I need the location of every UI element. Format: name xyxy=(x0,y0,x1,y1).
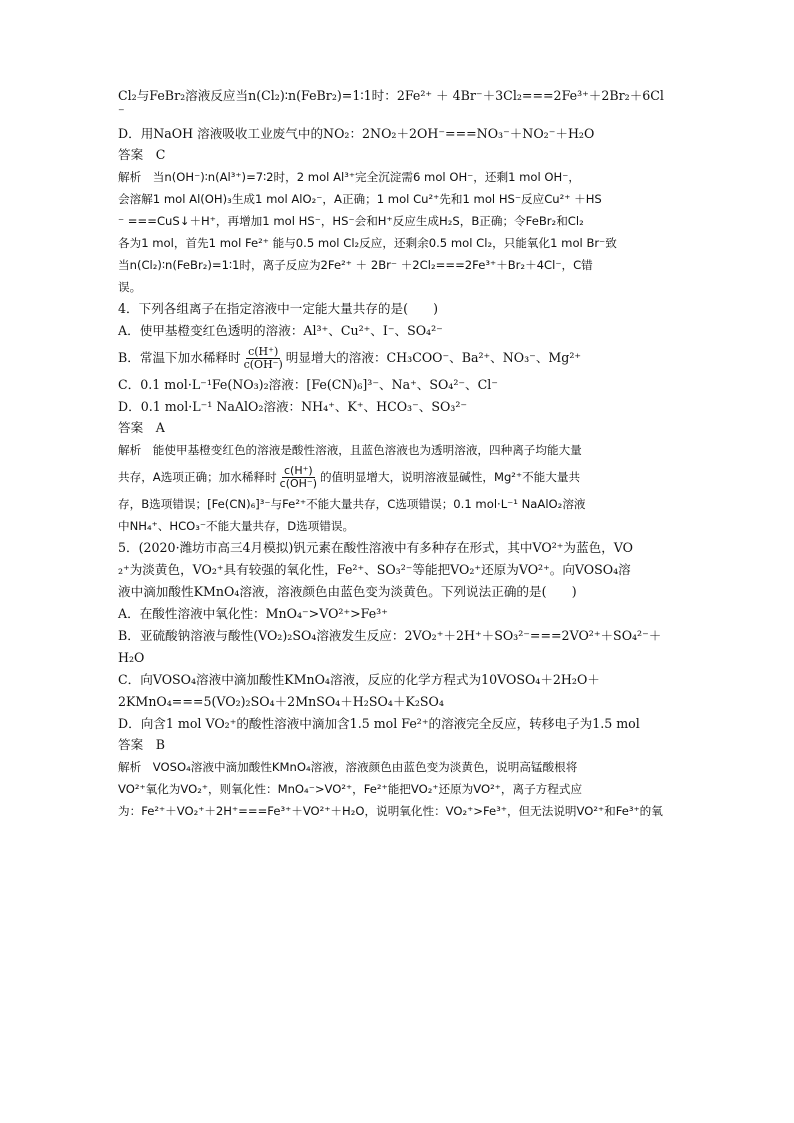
option-d-line: D．向含1 mol VO₂⁺的酸性溶液中滴加含1.5 mol Fe²⁺的溶液完全反应，转移电子为1.5 mol xyxy=(118,716,640,731)
explanation-line: ⁻ ===CuS↓＋H⁺，再增加1 mol HS⁻，HS⁻会和H⁺反应生成H₂S，B正确；令FeBr₂和Cl₂ xyxy=(118,214,584,228)
explanation-line: 解析 能使甲基橙变红色的溶液是酸性溶液，且蓝色溶液也为透明溶液，四种离子均能大量 xyxy=(118,443,582,457)
fraction-numerator: c(H⁺) xyxy=(283,463,313,477)
explanation-fraction-line xyxy=(118,464,678,490)
fraction-denominator: c(OH⁻) xyxy=(243,357,283,371)
option-d-line: D．用NaOH 溶液吸收工业废气中的NO₂：2NO₂＋2OH⁻===NO₃⁻＋NO₂⁻＋H₂O xyxy=(118,126,595,141)
explanation-prefix: 共存，A选项正确；加水稀释时 xyxy=(118,470,277,484)
explanation-line: 误。 xyxy=(118,280,142,294)
explanation-line: 中NH₄⁺、HCO₃⁻不能大量共存，D选项错误。 xyxy=(118,519,355,533)
fraction-denominator: c(OH⁻) xyxy=(279,476,318,490)
answer-line: 答案 C xyxy=(118,147,166,162)
option-d-line: D．0.1 mol·L⁻¹ NaAlO₂溶液：NH₄⁺、K⁺、HCO₃⁻、SO₃²⁻ xyxy=(118,399,468,414)
option-b-prefix: B．常温下加水稀释时 xyxy=(118,350,241,365)
option-c-line: C．向VOSO₄溶液中滴加酸性KMnO₄溶液，反应的化学方程式为10VOSO₄＋2H₂O＋ xyxy=(118,672,600,687)
option-b-line xyxy=(118,345,678,371)
question-5-stem: ₂⁺为淡黄色，VO₂⁺具有较强的氧化性，Fe²⁺、SO₃²⁻等能把VO₂⁺还原为VO²⁺。向VOSO₄溶 xyxy=(118,562,631,577)
text-line: ⁻ xyxy=(118,104,125,119)
explanation-line: 会溶解1 mol Al(OH)₃生成1 mol AlO₂⁻，A正确；1 mol Cu²⁺先和1 mol HS⁻反应Cu²⁺ ＋HS xyxy=(118,192,602,206)
option-b-line: H₂O xyxy=(118,650,145,665)
text-line: Cl₂与FeBr₂溶液反应当n(Cl₂)∶n(FeBr₂)=1∶1时：2Fe²⁺ ＋ 4Br⁻＋3Cl₂===2Fe³⁺＋2Br₂＋6Cl xyxy=(118,88,664,103)
question-4-stem: 4．下列各组离子在指定溶液中一定能大量共存的是( ) xyxy=(118,301,439,316)
explanation-line: 各为1 mol，首先1 mol Fe²⁺ 能与0.5 mol Cl₂反应，还剩余0.5 mol Cl₂，只能氧化1 mol Br⁻致 xyxy=(118,236,617,250)
fraction xyxy=(278,465,319,490)
option-a-line: A．使甲基橙变红色透明的溶液：Al³⁺、Cu²⁺、I⁻、SO₄²⁻ xyxy=(118,323,443,338)
explanation-line: 存，B选项错误；[Fe(CN)₆]³⁻与Fe²⁺不能大量共存，C选项错误；0.1 mol·L⁻¹ NaAlO₂溶液 xyxy=(118,497,586,511)
explanation-suffix: 的值明显增大，说明溶液显碱性，Mg²⁺不能大量共 xyxy=(320,470,581,484)
answer-line: 答案 A xyxy=(118,420,165,435)
option-a-line: A．在酸性溶液中氧化性：MnO₄⁻>VO²⁺>Fe³⁺ xyxy=(118,606,388,621)
explanation-line: VO²⁺氧化为VO₂⁺，则氧化性：MnO₄⁻>VO²⁺，Fe²⁺能把VO₂⁺还原为VO²⁺，离子方程式应 xyxy=(118,782,583,796)
explanation-line: 当n(Cl₂)∶n(FeBr₂)=1∶1时，离子反应为2Fe²⁺ ＋ 2Br⁻ ＋2Cl₂===2Fe³⁺＋Br₂＋4Cl⁻，C错 xyxy=(118,258,593,272)
explanation-line: 解析 当n(OH⁻)∶n(Al³⁺)=7∶2时，2 mol Al³⁺完全沉淀需6 mol OH⁻，还剩1 mol OH⁻， xyxy=(118,170,580,184)
fraction xyxy=(242,346,285,371)
answer-line: 答案 B xyxy=(118,737,166,752)
option-b-suffix: 明显增大的溶液：CH₃COO⁻、Ba²⁺、NO₃⁻、Mg²⁺ xyxy=(285,350,582,365)
question-5-stem: 5．(2020·潍坊市高三4月模拟)钒元素在酸性溶液中有多种存在形式，其中VO²⁺为蓝色，VO xyxy=(118,540,633,555)
question-5-stem: 液中滴加酸性KMnO₄溶液，溶液颜色由蓝色变为淡黄色。下列说法正确的是( ) xyxy=(118,584,577,599)
fraction-numerator: c(H⁺) xyxy=(248,344,279,358)
option-c-line: 2KMnO₄===5(VO₂)₂SO₄＋2MnSO₄＋H₂SO₄＋K₂SO₄ xyxy=(118,694,444,709)
option-c-line: C．0.1 mol·L⁻¹Fe(NO₃)₂溶液：[Fe(CN)₆]³⁻、Na⁺、SO₄²⁻、Cl⁻ xyxy=(118,377,498,392)
option-b-line: B．亚硫酸钠溶液与酸性(VO₂)₂SO₄溶液发生反应：2VO₂⁺＋2H⁺＋SO₃²⁻===2VO²⁺＋SO₄²⁻＋ xyxy=(118,628,662,643)
explanation-line: 为：Fe²⁺＋VO₂⁺＋2H⁺===Fe³⁺＋VO²⁺＋H₂O，说明氧化性：VO₂⁺>Fe³⁺，但无法说明VO²⁺和Fe³⁺的氧 xyxy=(118,804,663,818)
explanation-line: 解析 VOSO₄溶液中滴加酸性KMnO₄溶液，溶液颜色由蓝色变为淡黄色，说明高锰酸根将 xyxy=(118,760,578,774)
document-page xyxy=(118,88,678,819)
